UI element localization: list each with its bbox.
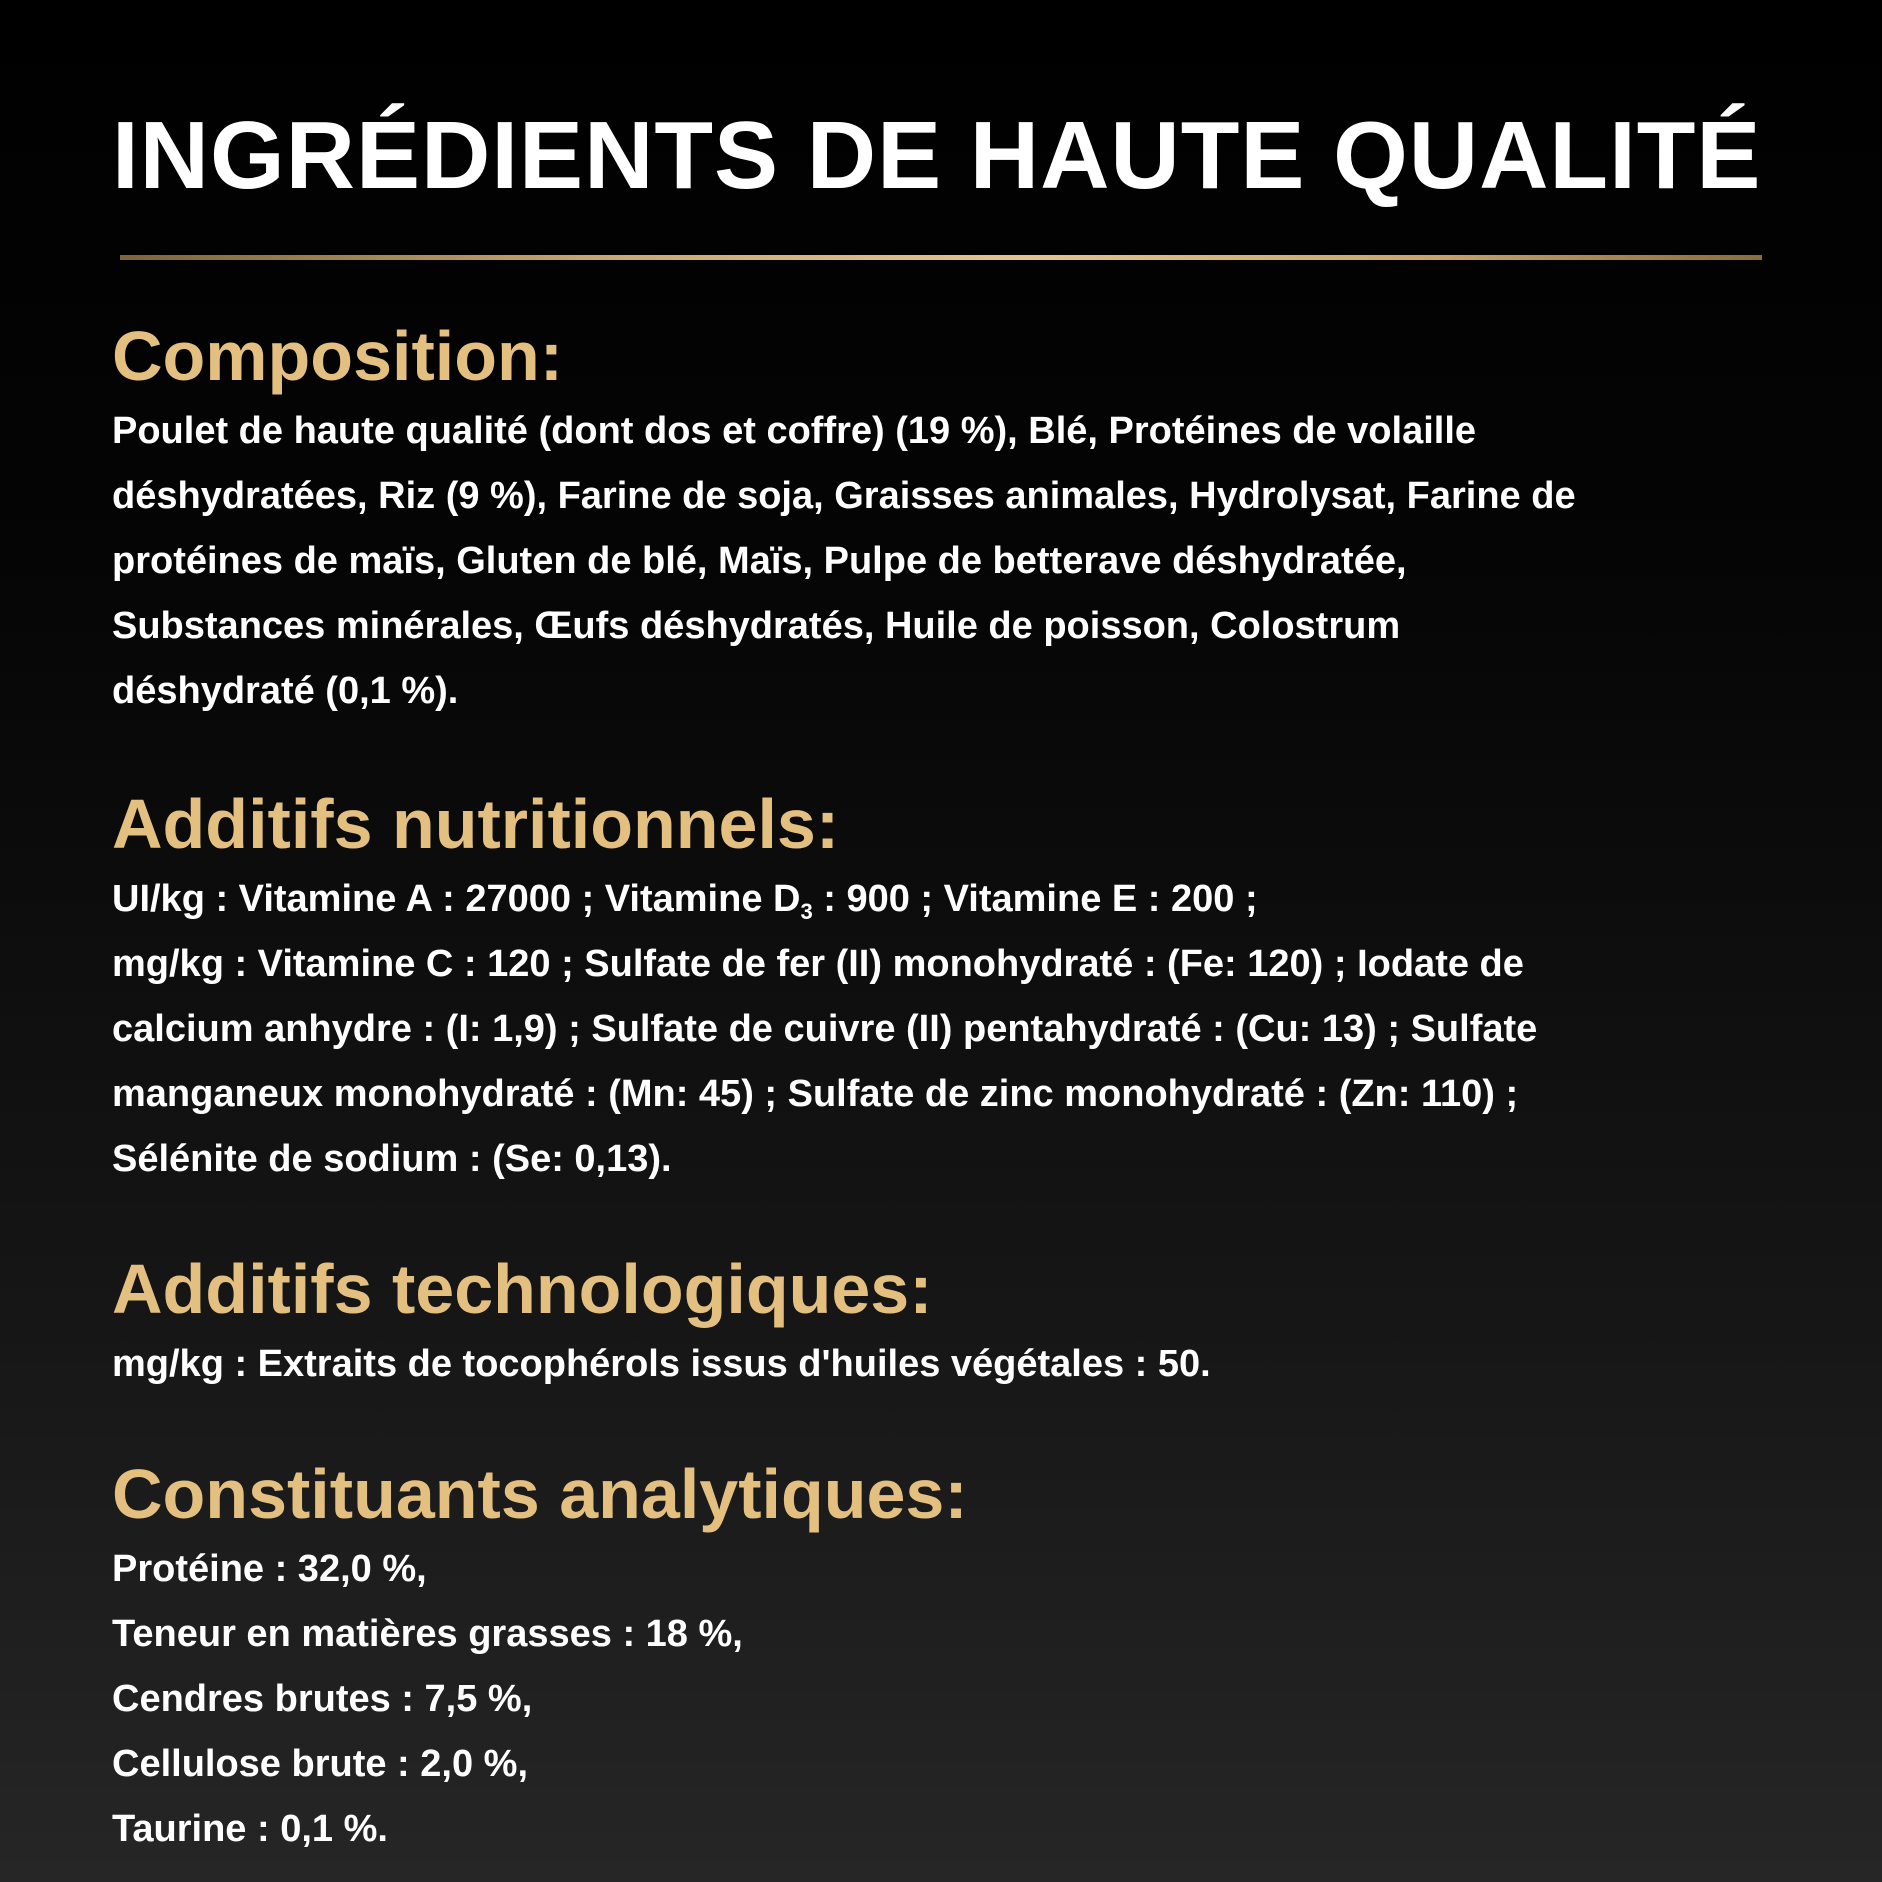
composition-line: déshydraté (0,1 %). (112, 670, 459, 712)
composition-heading: Composition: (112, 317, 564, 395)
vitamin-line-start: UI/kg : Vitamine A : 27000 ; Vitamine D (112, 878, 801, 920)
nutritional-additives-line: manganeux monohydraté : (Mn: 45) ; Sulfate de zinc monohydraté : (Zn: 110) ; (112, 1073, 1519, 1115)
composition-section (112, 315, 1792, 724)
composition-text (112, 399, 1792, 724)
nutritional-additives-heading: Additifs nutritionnels: (112, 785, 840, 863)
page-title: INGRÉDIENTS DE HAUTE QUALITÉ (112, 102, 1762, 209)
analytical-constituents-heading: Constituants analytiques: (112, 1455, 968, 1533)
technological-additives-section (112, 1248, 1792, 1397)
nutritional-additives-line (112, 867, 1792, 932)
nutritional-additives-section (112, 783, 1792, 1192)
nutritional-additives-line: calcium anhydre : (I: 1,9) ; Sulfate de cuivre (II) pentahydraté : (Cu: 13) ; Sulfate (112, 1008, 1538, 1050)
nutritional-additives-line: mg/kg : Vitamine C : 120 ; Sulfate de fer (II) monohydraté : (Fe: 120) ; Iodate de (112, 943, 1524, 985)
technological-additives-line: mg/kg : Extraits de tocophérols issus d'huiles végétales : 50. (112, 1343, 1211, 1385)
technological-additives-heading: Additifs technologiques: (112, 1250, 933, 1328)
vitamin-line-end: : 900 ; Vitamine E : 200 ; (812, 878, 1258, 920)
analytical-constituent-line: Cendres brutes : 7,5 %, (112, 1678, 533, 1720)
analytical-constituent-line: Cellulose brute : 2,0 %, (112, 1743, 528, 1785)
composition-line: déshydratées, Riz (9 %), Farine de soja, Graisses animales, Hydrolysat, Farine de (112, 475, 1576, 517)
composition-line: Poulet de haute qualité (dont dos et coffre) (19 %), Blé, Protéines de volaille (112, 410, 1477, 452)
analytical-constituents-text (112, 1537, 1792, 1862)
composition-line: Substances minérales, Œufs déshydratés, Huile de poisson, Colostrum (112, 605, 1401, 647)
gold-divider (120, 255, 1762, 260)
analytical-constituent-line: Protéine : 32,0 %, (112, 1548, 427, 1590)
nutritional-additives-line: Sélénite de sodium : (Se: 0,13). (112, 1138, 672, 1180)
composition-line: protéines de maïs, Gluten de blé, Maïs, Pulpe de betterave déshydratée, (112, 540, 1407, 582)
technological-additives-text (112, 1332, 1792, 1397)
analytical-constituent-line: Taurine : 0,1 %. (112, 1808, 388, 1850)
analytical-constituents-section (112, 1453, 1792, 1862)
subscript-three: 3 (800, 899, 813, 924)
analytical-constituent-line: Teneur en matières grasses : 18 %, (112, 1613, 743, 1655)
nutritional-additives-text (112, 867, 1792, 1192)
